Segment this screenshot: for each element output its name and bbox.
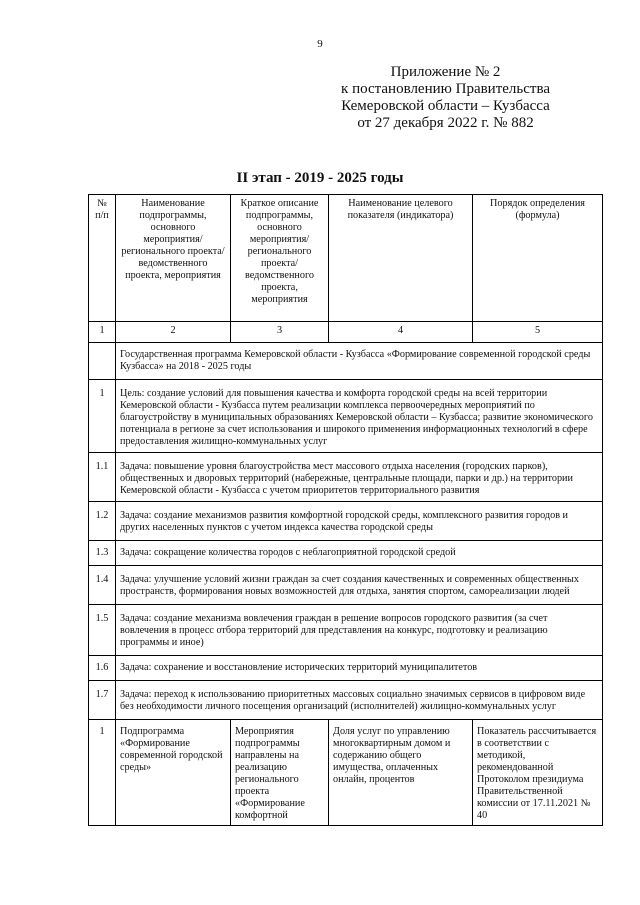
row-num: 1.4	[89, 566, 116, 605]
table-row	[89, 656, 603, 681]
header-description: Краткое описание подпрограммы, основного мероприятия/ регионального проекта/ ведомственного проекта, мероприятия	[231, 195, 329, 322]
empty-cell	[89, 343, 116, 380]
row-num: 1.5	[89, 605, 116, 656]
table-row	[89, 502, 603, 541]
col-number: 1	[89, 322, 116, 343]
table-row	[89, 605, 603, 656]
col-number: 5	[473, 322, 603, 343]
subprogram-formula: Показатель рассчитывается в соответствии с методикой, рекомендованной Протоколом президиума Правительственной комиссии от 17.11.2021 № 40	[473, 720, 603, 826]
table-row	[89, 453, 603, 502]
row-text: Задача: улучшение условий жизни граждан за счет создания качественных и современных общественных пространств, формирования новых возможностей для отдыха, занятия спортом, самореализации людей	[116, 566, 603, 605]
col-number: 3	[231, 322, 329, 343]
header-num: № п/п	[89, 195, 116, 322]
subprogram-name: Подпрограмма «Формирование современной городской среды»	[116, 720, 231, 826]
indicators-table	[88, 194, 603, 826]
header-indicator: Наименование целевого показателя (индикатора)	[329, 195, 473, 322]
col-number: 2	[116, 322, 231, 343]
annex-line-2: к постановлению Правительства	[341, 81, 550, 97]
row-text: Задача: сокращение количества городов с неблагоприятной городской средой	[116, 541, 603, 566]
annex-line-4: от 27 декабря 2022 г. № 882	[357, 115, 534, 131]
row-text: Задача: создание механизмов развития комфортной городской среды, комплексного развития городов и других населенных пунктов с учетом индекса качества городской среды	[116, 502, 603, 541]
column-numbers-row	[89, 322, 603, 343]
row-num: 1.1	[89, 453, 116, 502]
table-row	[89, 681, 603, 720]
col-number: 4	[329, 322, 473, 343]
header-name: Наименование подпрограммы, основного мероприятия/ регионального проекта/ ведомственного проекта, мероприятия	[116, 195, 231, 322]
annex-line-3: Кемеровской области – Кузбасса	[341, 98, 550, 114]
row-num: 1	[89, 380, 116, 453]
row-text: Задача: повышение уровня благоустройства мест массового отдыха населения (городских парков), общественных и дворовых территорий (набережные, центральные площади, парки и др.) на территории Кемеровской области - Кузбасса с учетом приоритетов территориального развития	[116, 453, 603, 502]
row-text: Задача: создание механизма вовлечения граждан в решение вопросов городского развития (за счет вовлечения в процесс отбора территорий для представления на конкурс, подготовку и реализацию программы и иное)	[116, 605, 603, 656]
table-row	[89, 541, 603, 566]
table-header-row	[89, 195, 603, 322]
row-num: 1.7	[89, 681, 116, 720]
row-num: 1.2	[89, 502, 116, 541]
subprogram-row	[89, 720, 603, 826]
program-title: Государственная программа Кемеровской области - Кузбасса «Формирование современной городской среды Кузбасса» на 2018 - 2025 годы	[116, 343, 603, 380]
row-num: 1.6	[89, 656, 116, 681]
table-row	[89, 566, 603, 605]
page-number: 9	[317, 38, 323, 50]
subprogram-indicator: Доля услуг по управлению многоквартирным домом и содержанию общего имущества, оплаченных онлайн, процентов	[329, 720, 473, 826]
program-title-row	[89, 343, 603, 380]
row-num: 1	[89, 720, 116, 826]
annex-line-1: Приложение № 2	[390, 64, 501, 80]
row-text: Задача: сохранение и восстановление исторических территорий муниципалитетов	[116, 656, 603, 681]
row-text: Цель: создание условий для повышения качества и комфорта городской среды на всей территории Кемеровской области - Кузбасса путем реализации комплекса первоочередных мероприятий по благоустройству в муниципальных образованиях Кемеровской области – Кузбасса; развитие экономического потенциала в регионе за счет использования и широкого применения информационных технологий в сфере предоставления жилищно-коммунальных услуг	[116, 380, 603, 453]
row-text: Задача: переход к использованию приоритетных массовых социально значимых сервисов в цифровом виде без необходимости личного посещения организаций (исполнителей) жилищно-коммунальных услуг	[116, 681, 603, 720]
stage-title: II этап - 2019 - 2025 годы	[236, 170, 404, 186]
row-num: 1.3	[89, 541, 116, 566]
table-row	[89, 380, 603, 453]
header-formula: Порядок определения (формула)	[473, 195, 603, 322]
annex-block	[341, 64, 550, 132]
subprogram-description: Мероприятия подпрограммы направлены на реализацию регионального проекта «Формирование комфортной	[231, 720, 329, 826]
